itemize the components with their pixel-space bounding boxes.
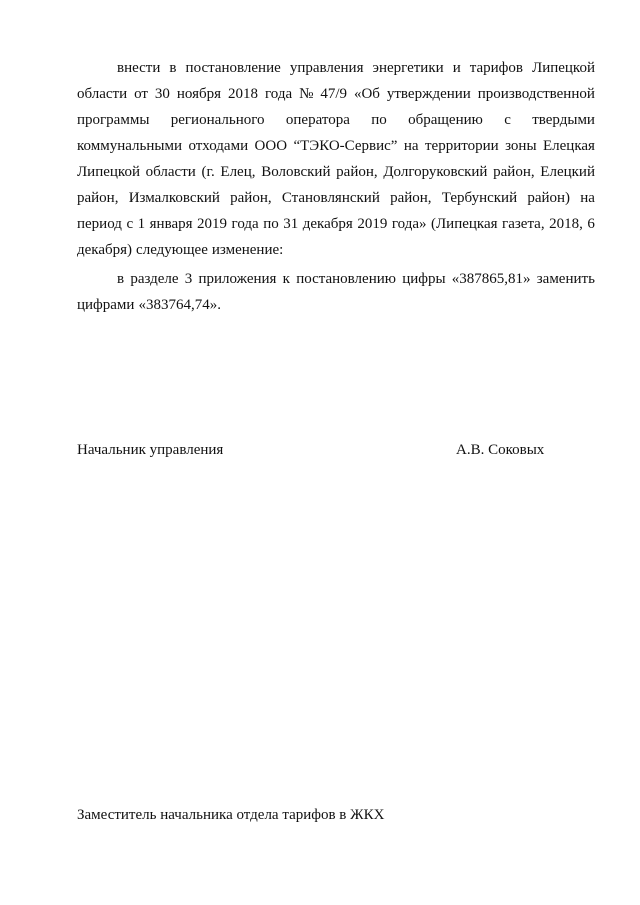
paragraph-line: период с 1 января 2019 года по 31 декабря 2019 года» (Липецкая газета, 2018, 6 — [77, 216, 595, 232]
paragraph-line: области от 30 ноября 2018 года № 47/9 «Об утверждении производственной — [77, 86, 595, 102]
paragraph-line: в разделе 3 приложения к постановлению цифры «387865,81» заменить — [117, 271, 595, 287]
paragraph-line: район, Измалковский район, Становлянский район, Тербунский район) на — [77, 190, 595, 206]
signer-title: Начальник управления — [77, 442, 224, 458]
main-paragraph — [77, 55, 595, 263]
amendment-paragraph — [77, 266, 595, 318]
paragraph-line: коммунальными отходами ООО “ТЭКО-Сервис” на территории зоны Елецкая — [77, 138, 595, 154]
paragraph-line: Липецкой области (г. Елец, Воловский район, Долгоруковский район, Елецкий — [77, 164, 595, 180]
signer-name: А.В. Соковых — [456, 442, 545, 458]
executor-title: Заместитель начальника отдела тарифов в ЖКХ — [77, 807, 385, 823]
paragraph-line: программы регионального оператора по обращению с твердыми — [77, 112, 595, 128]
paragraph-line: цифрами «383764,74». — [77, 297, 221, 313]
paragraph-line: внести в постановление управления энергетики и тарифов Липецкой — [117, 60, 595, 76]
paragraph-line: декабря) следующее изменение: — [77, 242, 284, 258]
